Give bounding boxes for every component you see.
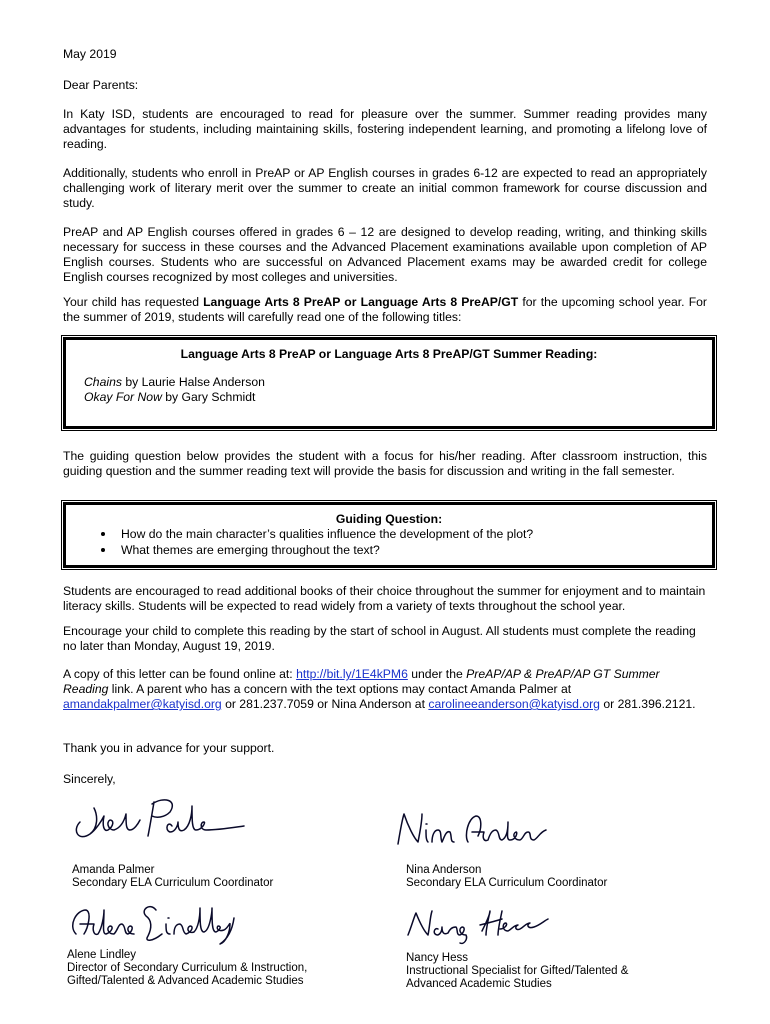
signer-lindley xyxy=(67,949,307,988)
contact-text: under the xyxy=(407,667,467,681)
paragraph-course-request xyxy=(63,295,707,325)
letter-url-link[interactable]: http://bit.ly/1E4kPM6 xyxy=(296,667,408,681)
contact-text: or 281.237.7059 or Nina Anderson at xyxy=(221,697,429,711)
signer-title: Instructional Specialist for Gifted/Talented & xyxy=(406,965,629,977)
guiding-question-title: Guiding Question: xyxy=(335,512,443,526)
contact-text: A copy of this letter can be found online at: xyxy=(63,667,297,681)
signer-title: Advanced Academic Studies xyxy=(406,978,552,990)
signature-palmer xyxy=(68,790,248,846)
signature-hess xyxy=(402,905,552,945)
signer-name: Amanda Palmer xyxy=(72,864,155,876)
book-item xyxy=(84,375,712,390)
signer-anderson xyxy=(406,864,607,890)
paragraph-preap-courses: PreAP and AP English courses offered in grades 6 – 12 are designed to develop reading, writing, and thinking skills necessary for success in these courses and the Advanced Placement examinations available upon completion of AP English courses. Students who are successful on Advanced Placement exams may be awarded credit for college English courses recognized by most colleges and universities. xyxy=(63,225,707,284)
signer-palmer xyxy=(72,864,273,890)
signer-title: Secondary ELA Curriculum Coordinator xyxy=(72,877,274,889)
book-list xyxy=(84,375,712,405)
summer-reading-box xyxy=(63,337,715,429)
book-title: Chains xyxy=(84,375,122,389)
course-name: Language Arts 8 PreAP or Language Arts 8 PreAP/GT xyxy=(203,295,519,309)
paragraph-deadline: Encourage your child to complete this reading by the start of school in August. All students must complete the reading no later than Monday, August 19, 2019. xyxy=(63,624,696,653)
guiding-question-box xyxy=(63,502,715,568)
signer-name: Nancy Hess xyxy=(406,952,468,964)
signer-name: Alene Lindley xyxy=(67,949,137,961)
paragraph-contact xyxy=(63,667,707,712)
contact-text: link. A parent who has a concern with the text options may contact Amanda Palmer at xyxy=(108,682,572,696)
signer-title: Director of Secondary Curriculum & Instruction, xyxy=(67,962,308,974)
letter-salutation: Dear Parents: xyxy=(63,78,139,92)
guiding-question-item: How do the main character’s qualities influence the development of the plot? xyxy=(66,526,712,542)
paragraph-guiding-intro: The guiding question below provides the student with a focus for his/her reading. After classroom instruction, this guiding question and the summer reading text will provide the basis for discussion and writing in the fall semester. xyxy=(63,449,707,478)
contact-text: or 281.396.2121. xyxy=(599,697,696,711)
signer-title: Gifted/Talented & Advanced Academic Studies xyxy=(67,975,304,987)
signer-hess xyxy=(406,952,628,991)
course-request-prefix: Your child has requested xyxy=(63,295,204,309)
signer-name: Nina Anderson xyxy=(406,864,482,876)
email-link-palmer[interactable]: amandakpalmer@katyisd.org xyxy=(63,697,222,711)
book-title: Okay For Now xyxy=(84,390,162,404)
signature-anderson xyxy=(392,808,552,848)
book-author: by Laurie Halse Anderson xyxy=(121,375,265,389)
summer-reading-box-title: Language Arts 8 PreAP or Language Arts 8 PreAP/GT Summer Reading: xyxy=(180,347,598,361)
summer-reading-link-name: PreAP/AP & PreAP/AP GT Summer Reading xyxy=(63,667,660,696)
book-item xyxy=(84,390,712,405)
paragraph-preap-expectation: Additionally, students who enroll in PreAP or AP English courses in grades 6-12 are expected to read an appropriately challenging work of literary merit over the summer to create an initial common framework for course discussion and study. xyxy=(63,166,707,210)
email-link-anderson[interactable]: carolineeanderson@katyisd.org xyxy=(428,697,600,711)
guiding-question-list xyxy=(66,526,712,558)
signer-title: Secondary ELA Curriculum Coordinator xyxy=(406,877,608,889)
letter-date: May 2019 xyxy=(63,47,117,61)
course-request-suffix: for the upcoming school year. For the summer of 2019, students will carefully read one of the following titles: xyxy=(63,295,707,324)
signature-lindley xyxy=(66,898,246,948)
guiding-question-item: What themes are emerging throughout the text? xyxy=(66,542,712,558)
book-author: by Gary Schmidt xyxy=(161,390,256,404)
paragraph-summer-reading: In Katy ISD, students are encouraged to read for pleasure over the summer. Summer reading provides many advantages for students, including maintaining skills, fostering independent learning, and promoting a lifelong love of reading. xyxy=(63,107,707,151)
paragraph-additional-books: Students are encouraged to read additional books of their choice throughout the summer for enjoyment and to maintain literacy skills. Students will be expected to read widely from a variety of texts throughout the school year. xyxy=(63,584,706,613)
letter-thanks: Thank you in advance for your support. xyxy=(63,741,275,755)
letter-closing: Sincerely, xyxy=(63,772,116,786)
